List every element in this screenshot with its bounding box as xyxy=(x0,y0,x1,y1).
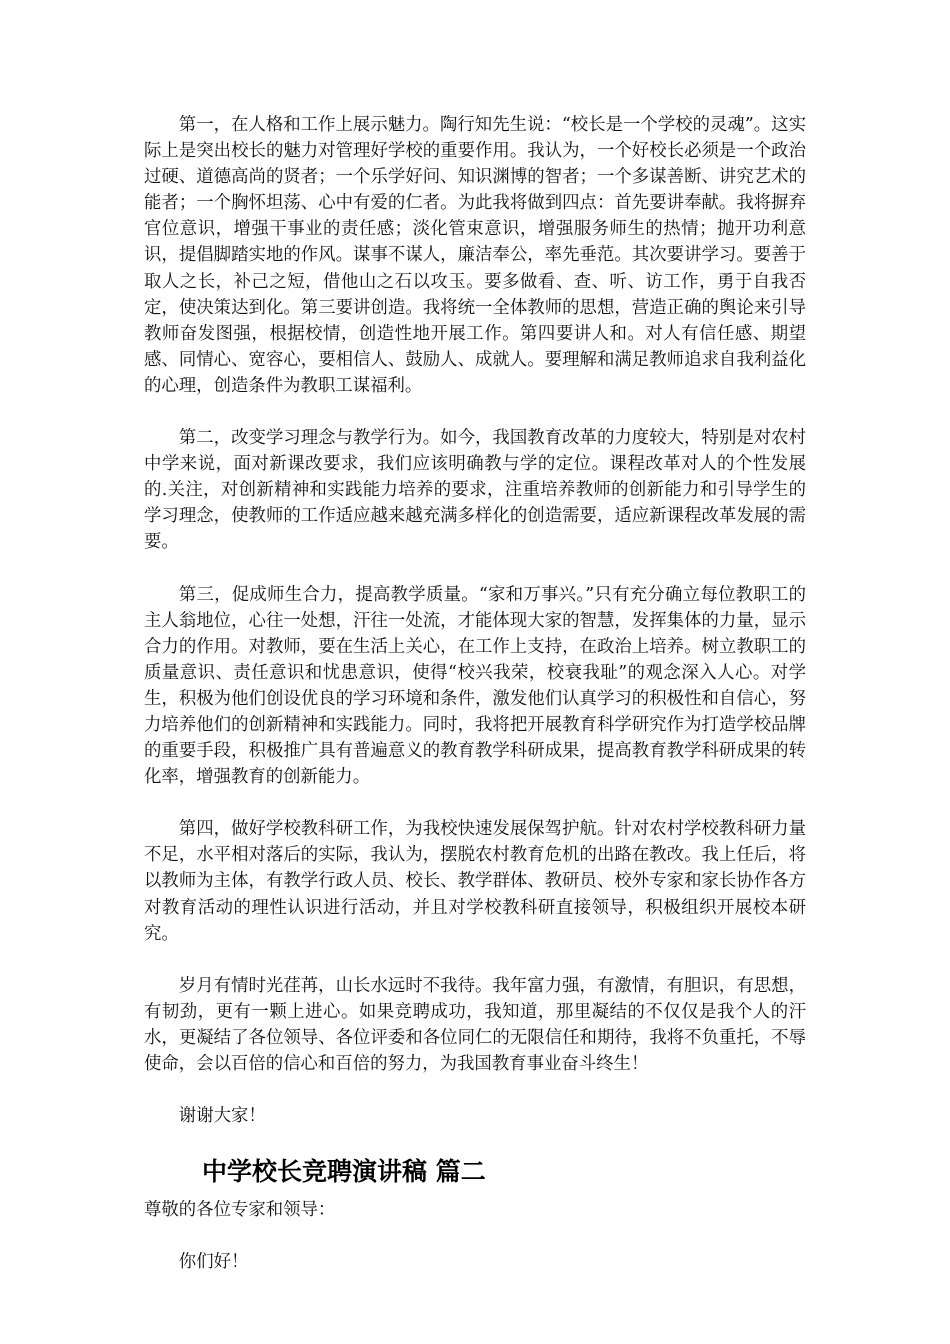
paragraph-personality: 第一，在人格和工作上展示魅力。陶行知先生说：“校长是一个学校的灵魂”。这实际上是突出校长的魅力对管理好学校的重要作用。我认为，一个好校长必须是一个政治过硬、道德高尚的贤者；一个乐学好问、知识渊博的智者；一个多谋善断、讲究艺术的能者；一个胸怀坦荡、心中有爱的仁者。为此我将做到四点：首先要讲奉献。我将摒弃官位意识，增强干事业的责任感；淡化管束意识，增强服务师生的热情；抛开功利意识，提倡脚踏实地的作风。谋事不谋人，廉洁奉公，率先垂范。其次要讲学习。要善于取人之长，补己之短，借他山之石以攻玉。要多做看、查、听、访工作，勇于自我否定，使决策达到化。第三要讲创造。我将统一全体教师的思想，营造正确的舆论来引导教师奋发图强，根据校情，创造性地开展工作。第四要讲人和。对人有信任感、期望感、同情心、宽容心，要相信人、鼓励人、成就人。要理解和满足教师追求自我利益化的心理，创造条件为教职工谋福利。 xyxy=(144,115,806,396)
paragraph-teacher-student-synergy: 第三，促成师生合力，提高教学质量。“家和万事兴。”只有充分确立每位教职工的主人翁地位，心往一处想，汗往一处流，才能体现大家的智慧，发挥集体的力量，显示合力的作用。对教师，要在生活上关心，在工作上支持，在政治上培养。树立教职工的质量意识、责任意识和忧患意识，使得“校兴我荣，校衰我耻”的观念深入人心。对学生，积极为他们创设优良的学习环境和条件，激发他们认真学习的积极性和自信心，努力培养他们的创新精神和实践能力。同时，我将把开展教育科学研究作为打造学校品牌的重要手段，积极推广具有普遍意义的教育教学科研成果，提高教育教学科研成果的转化率，增强教育的创新能力。 xyxy=(144,584,806,788)
document-body xyxy=(144,112,806,1301)
salutation: 尊敬的各位专家和领导： xyxy=(144,1200,336,1221)
section-title: 中学校长竞聘演讲稿 篇二 xyxy=(202,1157,486,1187)
greeting: 你们好！ xyxy=(178,1252,249,1273)
paragraph-closing-pledge: 岁月有情时光荏苒，山长水远时不我待。我年富力强，有激情，有胆识，有思想，有韧劲，更有一颗上进心。如果竞聘成功，我知道，那里凝结的不仅仅是我个人的汗水，更凝结了各位领导、各位评委和各位同仁的无限信任和期待，我将不负重托，不辱使命，会以百倍的信心和百倍的努力，为我国教育事业奋斗终生！ xyxy=(144,975,806,1074)
paragraph-learning-concept: 第二，改变学习理念与教学行为。如今，我国教育改革的力度较大，特别是对农村中学来说，面对新课改要求，我们应该明确教与学的定位。课程改革对人的个性发展的.关注，对创新精神和实践能力培养的要求，注重培养教师的创新能力和引导学生的学习理念，使教师的工作适应越来越充满多样化的创造需要，适应新课程改革发展的需要。 xyxy=(144,428,806,553)
paragraph-thanks: 谢谢大家！ xyxy=(178,1106,266,1127)
paragraph-research-work: 第四，做好学校教科研工作，为我校快速发展保驾护航。针对农村学校教科研力量不足，水平相对落后的实际，我认为，摆脱农村教育危机的出路在教改。我上任后，将以教师为主体，有教学行政人员、校长、教学群体、教研员、校外专家和家长协作各方对教育活动的理性认识进行活动，并且对学校教科研直接领导，积极组织开展校本研究。 xyxy=(144,819,806,944)
